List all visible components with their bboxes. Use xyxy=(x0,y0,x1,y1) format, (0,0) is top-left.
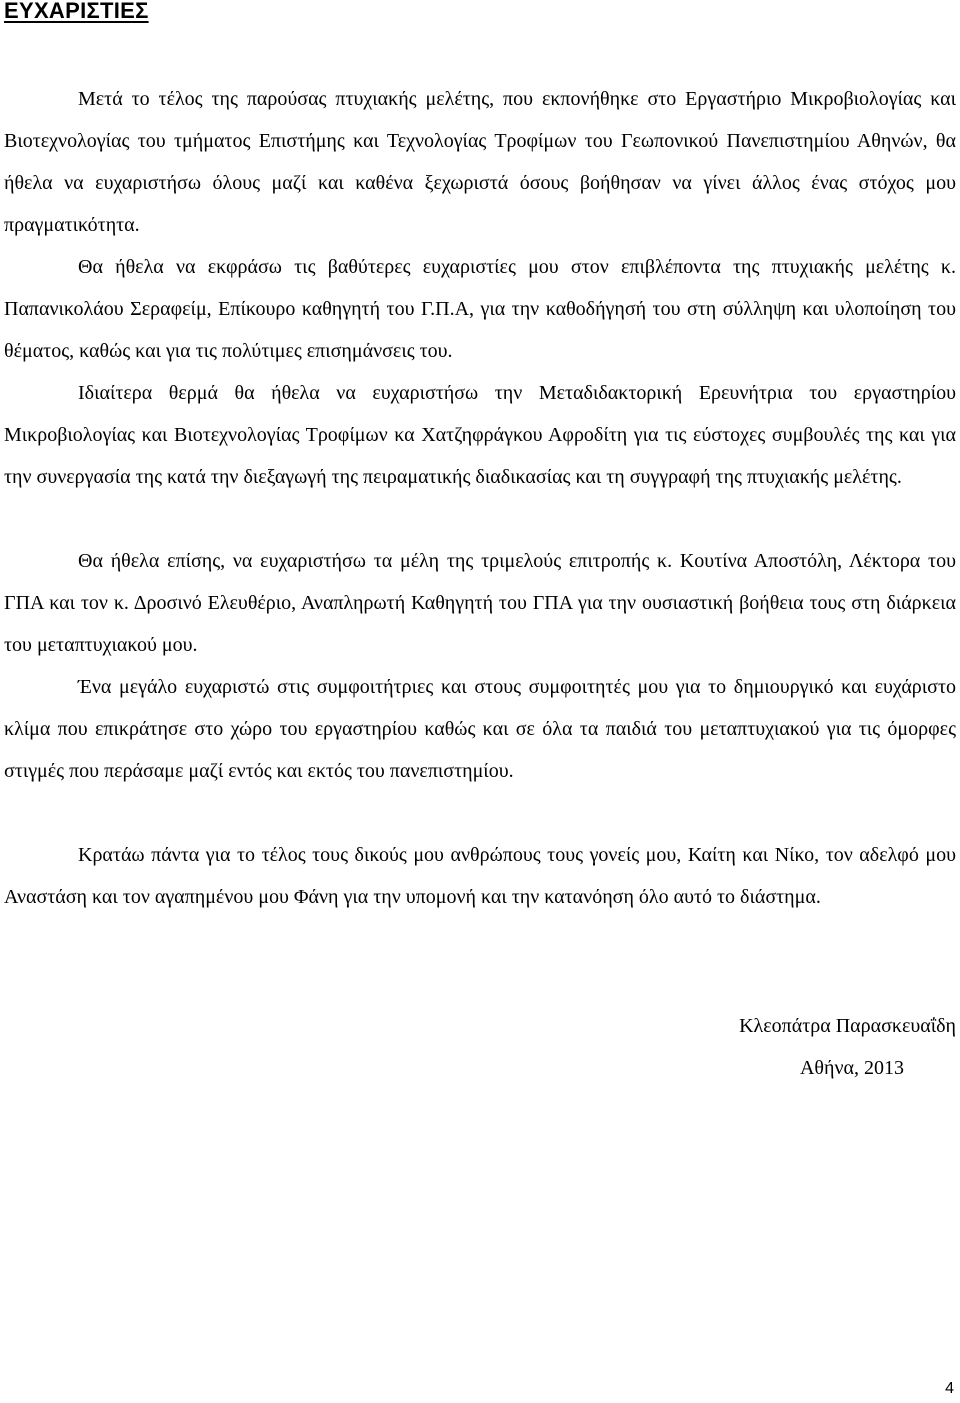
acknowledgement-paragraph-committee: Θα ήθελα επίσης, να ευχαριστήσω τα μέλη της τριμελούς επιτροπής κ. Κουτίνα Αποστόλη, Λέκτορα του ΓΠΑ και τον κ. Δροσινό Ελευθέριο, Αναπληρωτή Καθηγητή του ΓΠΑ για την ουσιαστική βοήθεια τους στη διάρκεια του μεταπτυχιακού μου. xyxy=(4,550,956,656)
acknowledgement-paragraph-supervisor: Θα ήθελα να εκφράσω τις βαθύτερες ευχαριστίες μου στον επιβλέποντα της πτυχιακής μελέτης κ. Παπανικολάου Σεραφείμ, Επίκουρο καθηγητή του Γ.Π.Α, για την καθοδήγησή του στη σύλληψη και υλοποίηση του θέματος, καθώς και για τις πολύτιμες επισημάνσεις του. xyxy=(4,256,956,362)
acknowledgement-paragraph-researcher: Ιδιαίτερα θερμά θα ήθελα να ευχαριστήσω την Μεταδιδακτορική Ερευνήτρια του εργαστηρίου Μικροβιολογίας και Βιοτεχνολογίας Τροφίμων κα Χατζηφράγκου Αφροδίτη για τις εύστοχες συμβουλές της και για την συνεργασία της κατά την διεξαγωγή της πειραματικής διαδικασίας και τη συγγραφή της πτυχιακής μελέτης. xyxy=(4,382,956,488)
signature-name: Κλεοπάτρα Παρασκευαΐδη xyxy=(739,1015,956,1037)
acknowledgement-paragraph-intro: Μετά το τέλος της παρούσας πτυχιακής μελέτης, που εκπονήθηκε στο Εργαστήριο Μικροβιολογίας και Βιοτεχνολογίας του τμήματος Επιστήμης και Τεχνολογίας Τροφίμων του Γεωπονικού Πανεπιστημίου Αθηνών, θα ήθελα να ευχαριστήσω όλους μαζί και καθένα ξεχωριστά όσους βοήθησαν να γίνει άλλος ένας στόχος μου πραγματικότητα. xyxy=(4,88,956,236)
signature-place-date: Αθήνα, 2013 xyxy=(799,1057,904,1079)
page-title: ΕΥΧΑΡΙΣΤΙΕΣ xyxy=(4,0,149,23)
acknowledgement-paragraph-classmates: Ένα μεγάλο ευχαριστώ στις συμφοιτήτριες και στους συμφοιτητές μου για το δημιουργικό και ευχάριστο κλίμα που επικράτησε στο χώρο του εργαστηρίου καθώς και σε όλα τα παιδιά του μεταπτυχιακού για τις όμορφες στιγμές που περάσαμε μαζί εντός και εκτός του πανεπιστημίου. xyxy=(4,676,956,782)
acknowledgement-paragraph-family: Κρατάω πάντα για το τέλος τους δικούς μου ανθρώπους τους γονείς μου, Καίτη και Νίκο, τον αδελφό μου Αναστάση και τον αγαπημένου μου Φάνη για την υπομονή και την κατανόηση όλο αυτό το διάστημα. xyxy=(4,844,956,908)
page-number: 4 xyxy=(945,1380,954,1397)
